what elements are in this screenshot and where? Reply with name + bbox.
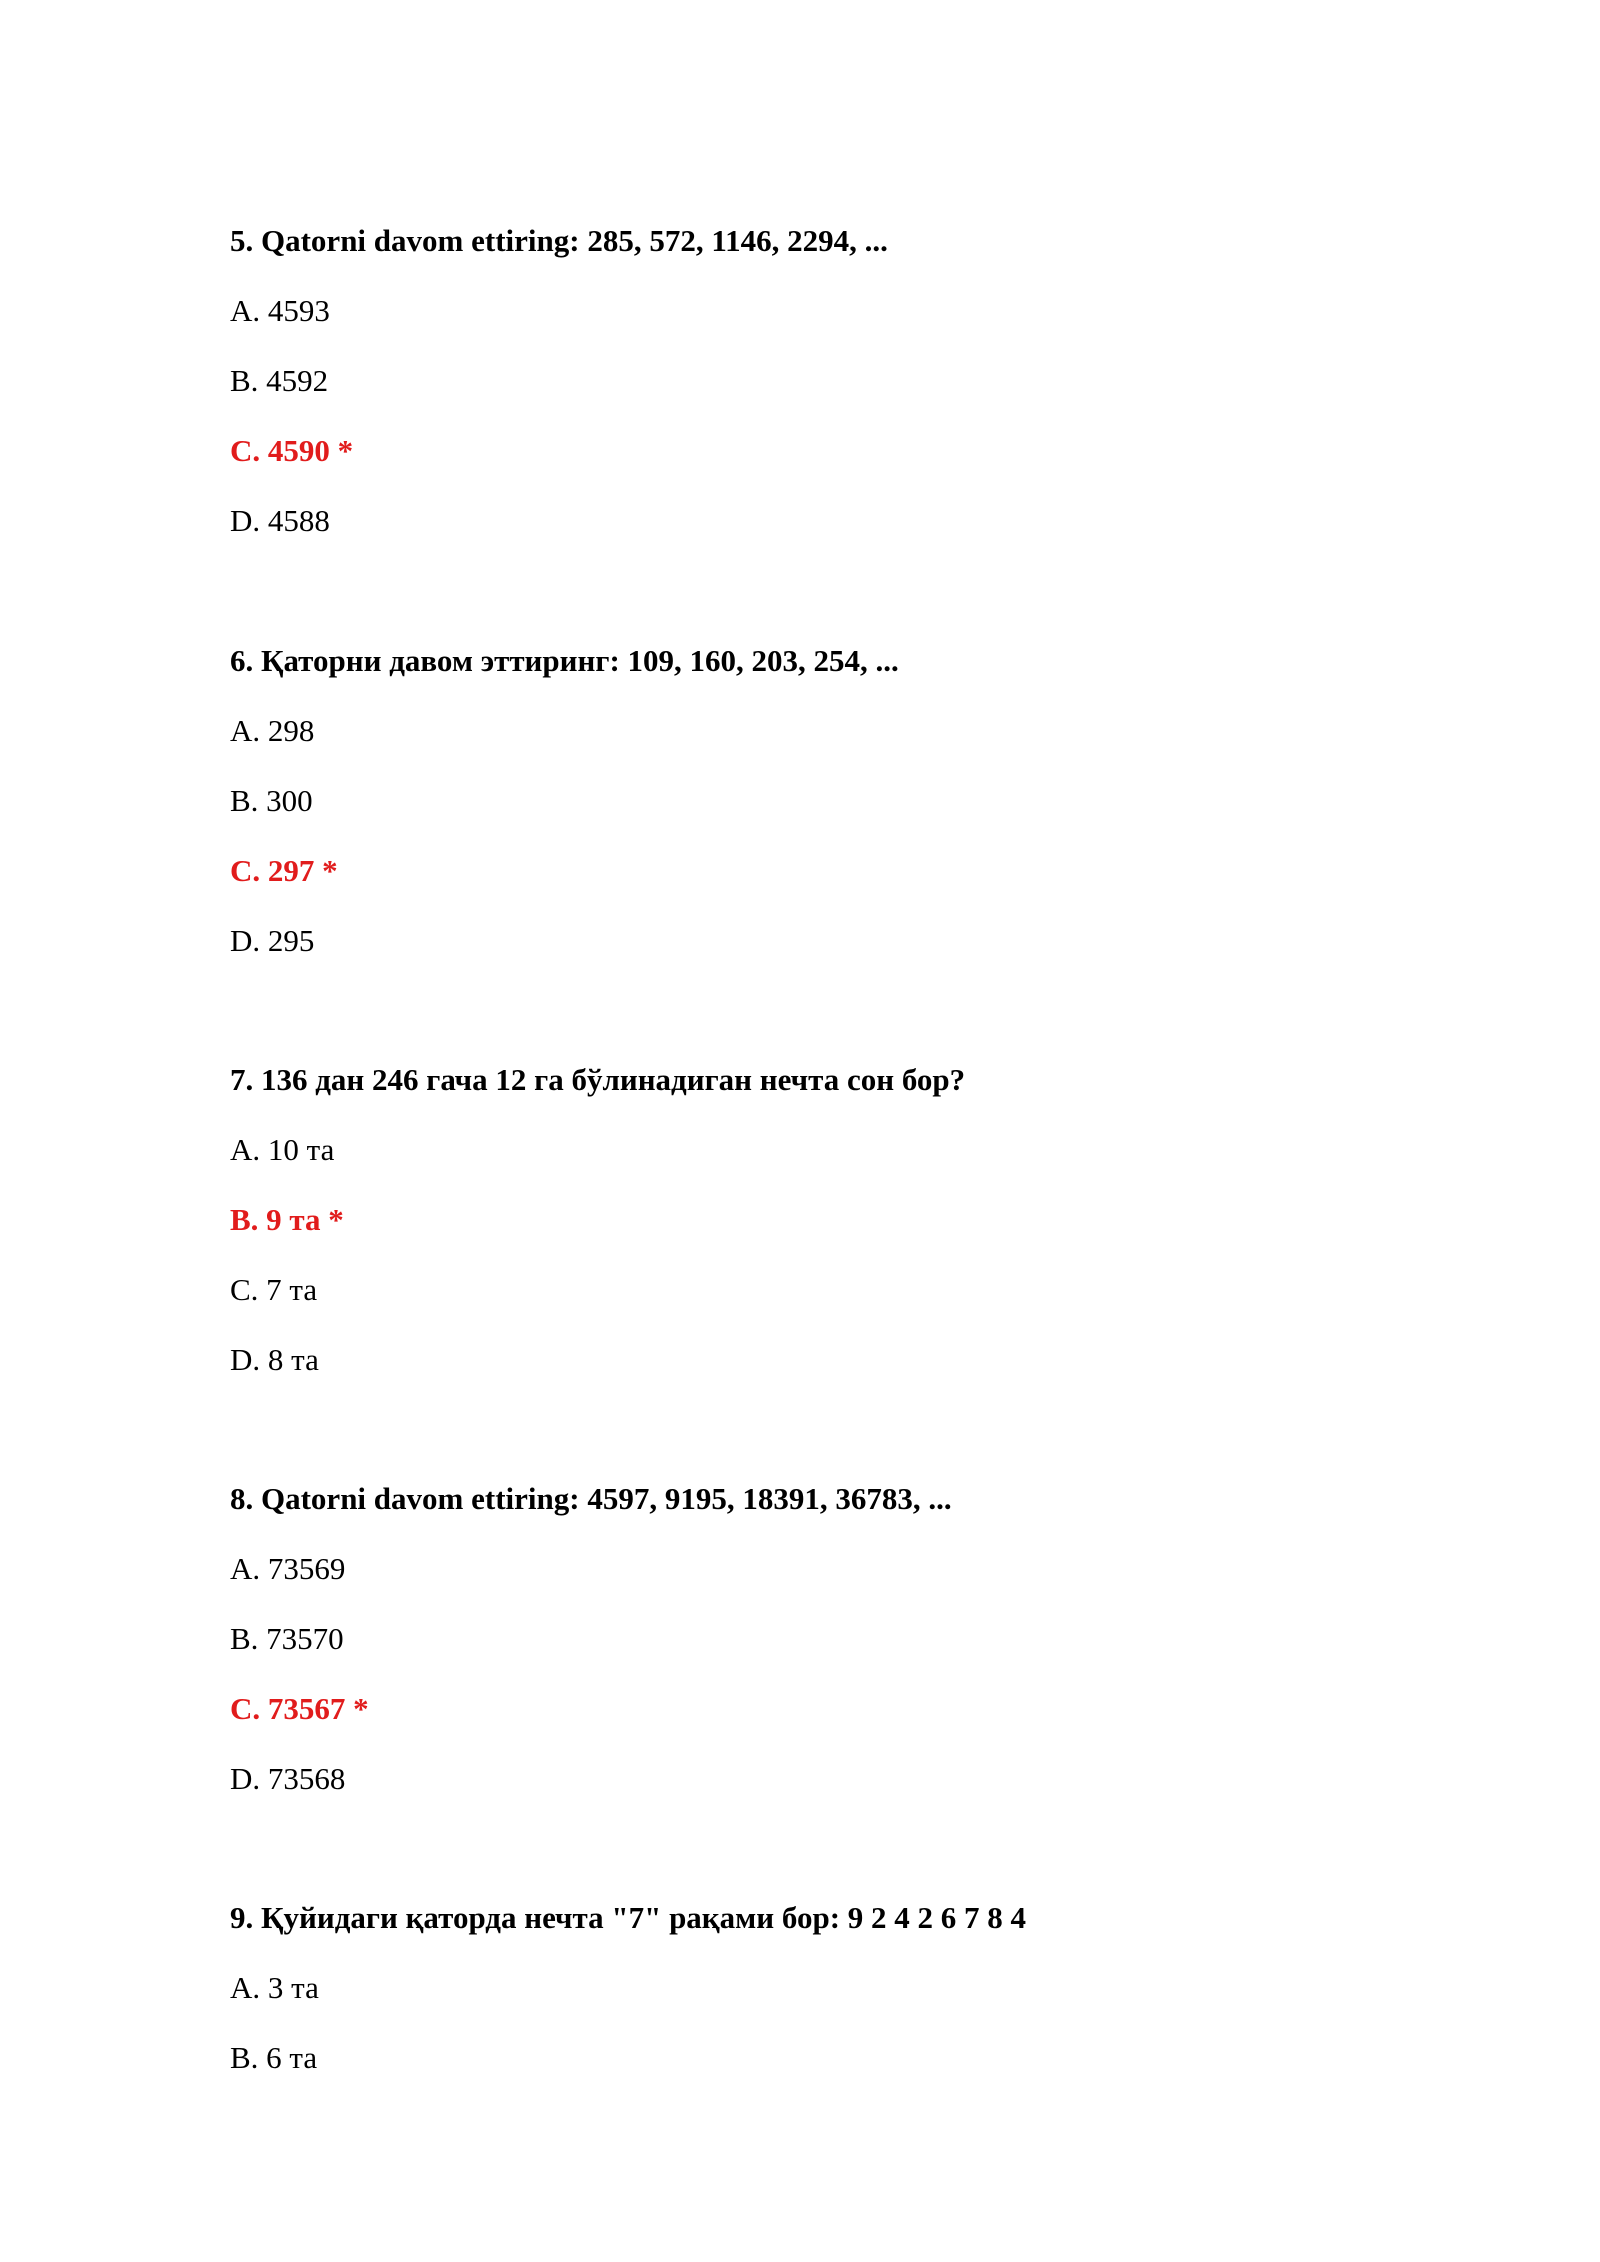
option-b-correct: B. 9 та * [230,1202,344,1237]
option-c-correct: C. 297 * [230,853,338,888]
question-5 [230,221,1530,541]
question-text: 9. Қуйидаги қаторда нечта "7" рақами бор: 9 2 4 2 6 7 8 4 [230,1900,1027,1935]
option-a: A. 3 та [230,1970,319,2005]
question-text: 8. Qatorni davom ettiring: 4597, 9195, 18391, 36783, ... [230,1481,952,1516]
option-c: C. 7 та [230,1272,318,1307]
question-text: 7. 136 дан 246 гача 12 га бўлинадиган нечта сон бор? [230,1062,966,1097]
option-d: D. 73568 [230,1761,346,1796]
option-d: D. 295 [230,923,315,958]
option-a: A. 4593 [230,293,330,328]
question-9 [230,1898,1530,2078]
option-b: B. 300 [230,783,313,818]
option-b: B. 6 та [230,2040,318,2075]
question-text: 6. Қаторни давом эттиринг: 109, 160, 203, 254, ... [230,643,899,678]
question-8 [230,1479,1530,1799]
option-b: B. 4592 [230,363,329,398]
option-d: D. 8 та [230,1342,319,1377]
question-text: 5. Qatorni davom ettiring: 285, 572, 1146, 2294, ... [230,223,888,258]
option-d: D. 4588 [230,503,330,538]
question-7 [230,1060,1530,1380]
option-c-correct: C. 4590 * [230,433,354,468]
option-a: A. 298 [230,713,315,748]
option-b: B. 73570 [230,1621,344,1656]
question-6 [230,641,1530,961]
option-c-correct: C. 73567 * [230,1691,369,1726]
option-a: A. 73569 [230,1551,346,1586]
option-a: A. 10 та [230,1132,335,1167]
